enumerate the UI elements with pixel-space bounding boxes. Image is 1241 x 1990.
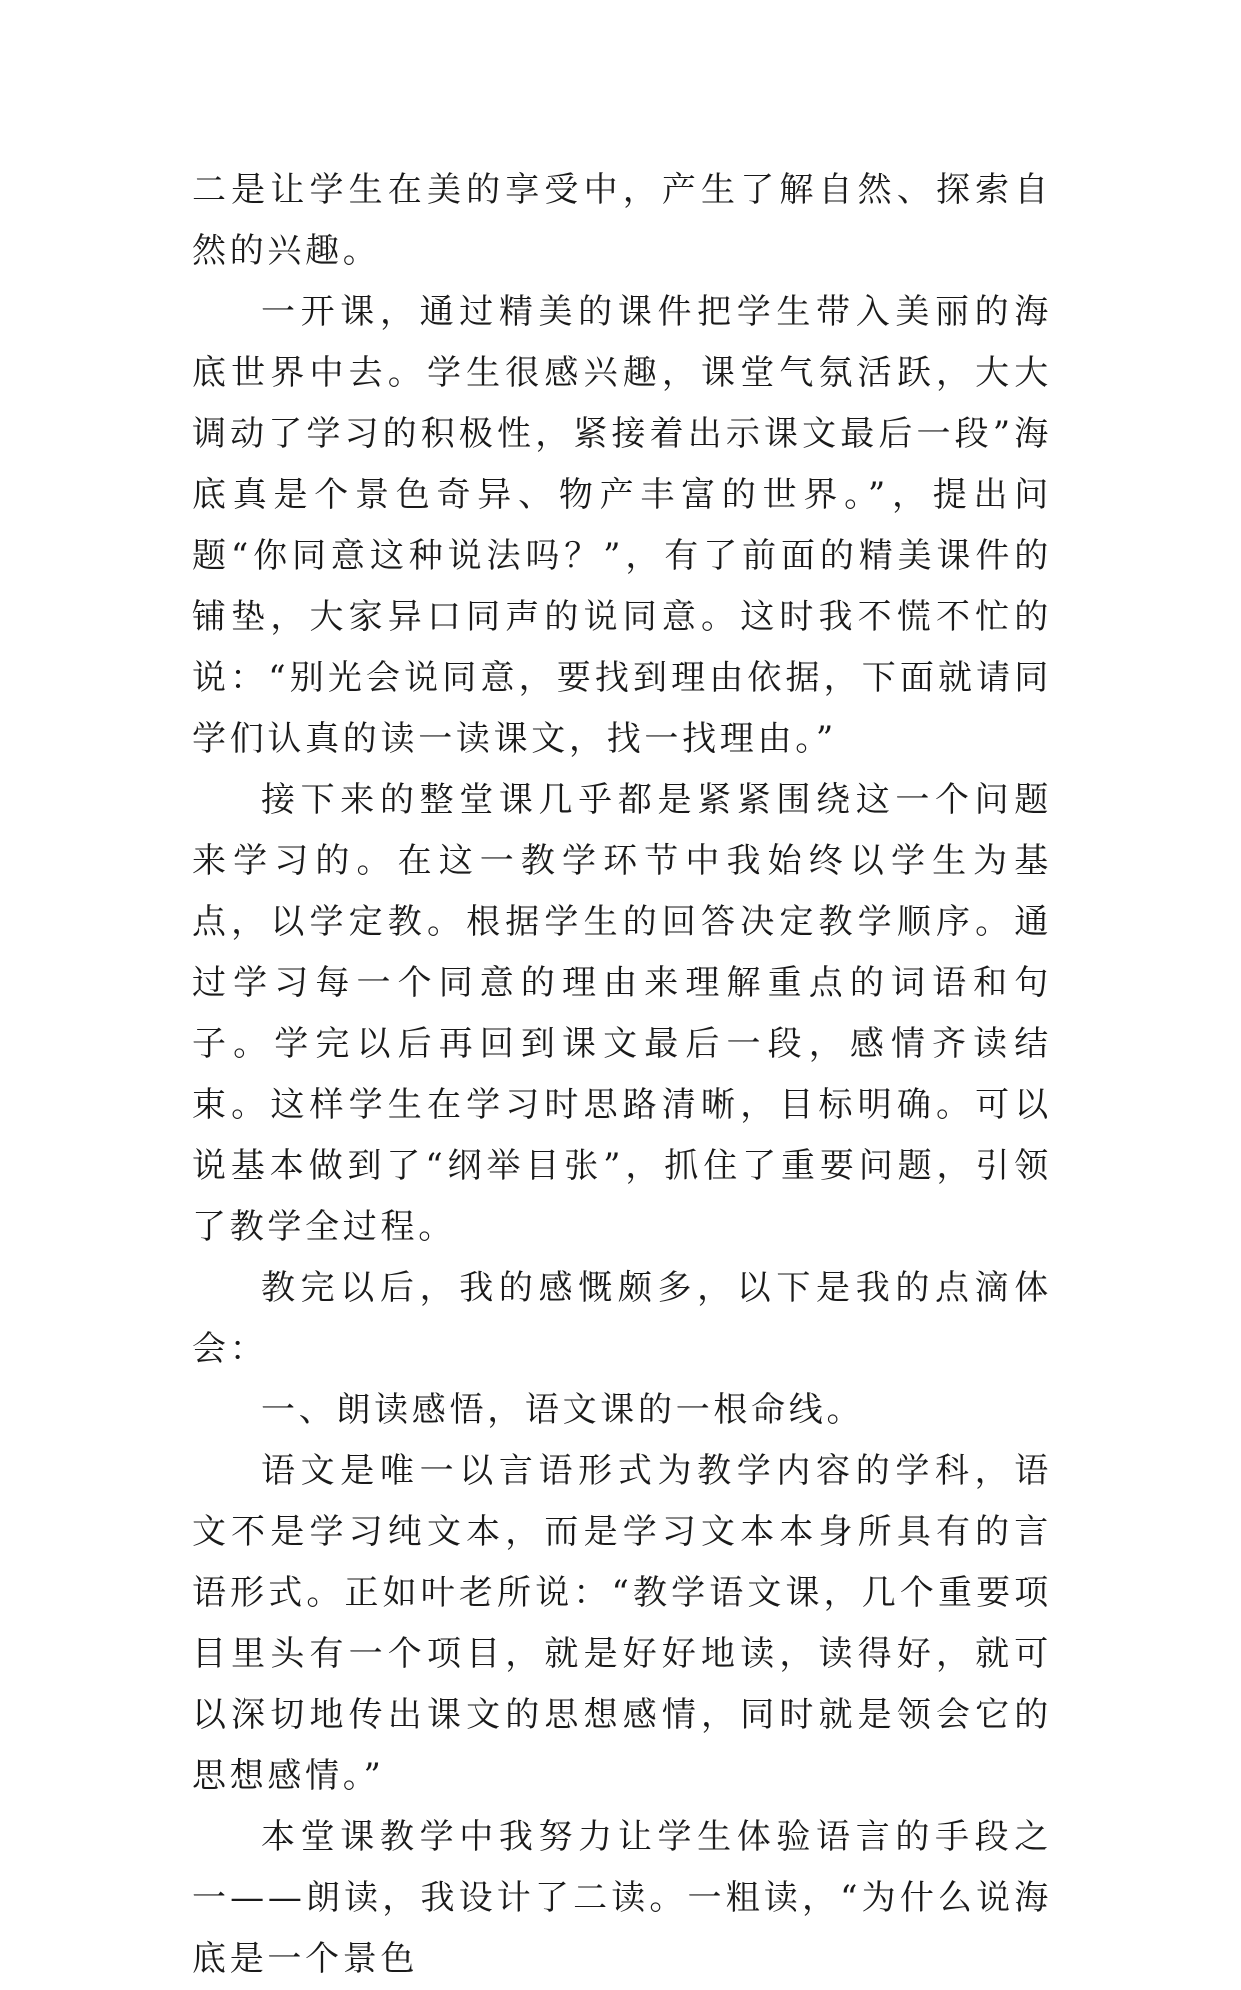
paragraph-2: 一开课，通过精美的课件把学生带入美丽的海底世界中去。学生很感兴趣，课堂气氛活跃，大大调动了学习的积极性，紧接着出示课文最后一段”海底真是个景色奇异、物产丰富的世界。”，提出问题“你同意这种说法吗？”，有了前面的精美课件的铺垫，大家异口同声的说同意。这时我不慌不忙的说：“别光会说同意，要找到理由依据，下面就请同学们认真的读一读课文，找一找理由。” [192, 292, 1052, 759]
paragraph-3: 接下来的整堂课几乎都是紧紧围绕这一个问题来学习的。在这一教学环节中我始终以学生为基点，以学定教。根据学生的回答决定教学顺序。通过学习每一个同意的理由来理解重点的词语和句子。学完以后再回到课文最后一段，感情齐读结束。这样学生在学习时思路清晰，目标明确。可以说基本做到了“纲举目张”，抓住了重要问题，引领了教学全过程。 [192, 780, 1052, 1247]
document-body [192, 160, 1052, 1990]
paragraph-1: 二是让学生在美的享受中，产生了解自然、探索自然的兴趣。 [192, 170, 1052, 271]
section-heading-1: 一、朗读感悟，语文课的一根命线。 [261, 1390, 865, 1430]
paragraph-6: 本堂课教学中我努力让学生体验语言的手段之一——朗读，我设计了二读。一粗读，“为什么说海底是一个景色 [192, 1817, 1052, 1979]
paragraph-5: 语文是唯一以言语形式为教学内容的学科，语文不是学习纯文本，而是学习文本本身所具有的言语形式。正如叶老所说：“教学语文课，几个重要项目里头有一个项目，就是好好地读，读得好，就可以深切地传出课文的思想感情，同时就是领会它的思想感情。” [192, 1451, 1052, 1796]
paragraph-4: 教完以后，我的感慨颇多，以下是我的点滴体会： [192, 1268, 1052, 1369]
